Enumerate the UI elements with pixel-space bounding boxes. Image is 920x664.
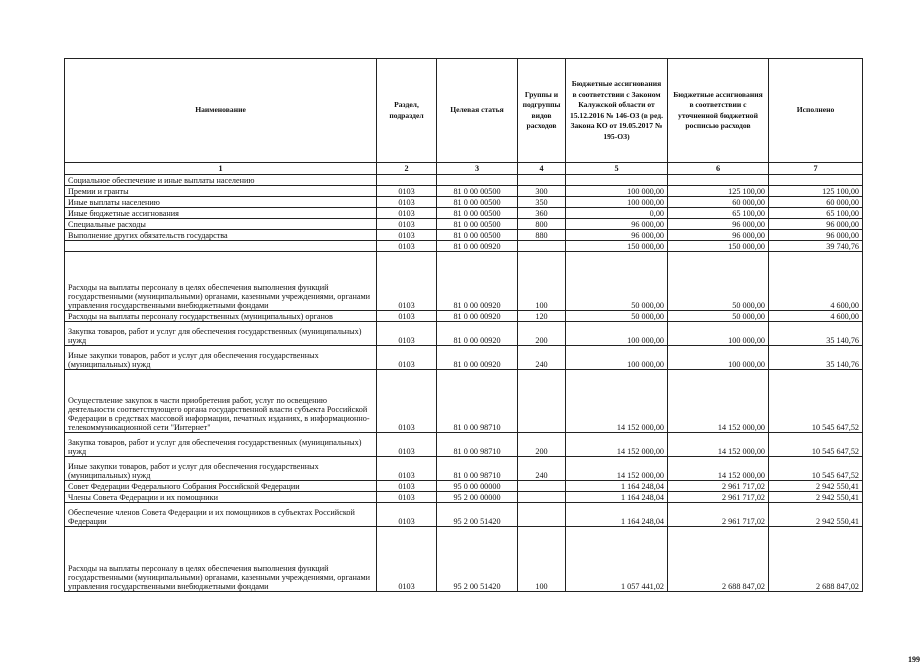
- table-row: [65, 208, 863, 219]
- cell-group: 800: [518, 219, 566, 230]
- cell-name: Совет Федерации Федерального Собрания Российской Федерации: [65, 481, 377, 492]
- cell-group: 200: [518, 322, 566, 346]
- cell-section: 0103: [377, 527, 437, 592]
- cell-budget: 50 000,00: [668, 311, 769, 322]
- cell-done: 35 140,76: [769, 322, 863, 346]
- cell-law: 100 000,00: [566, 186, 668, 197]
- table-row: [65, 370, 863, 433]
- cell-done: 10 545 647,52: [769, 433, 863, 457]
- cell-budget: 2 961 717,02: [668, 503, 769, 527]
- cell-budget: [668, 175, 769, 186]
- cell-name: Иные бюджетные ассигнования: [65, 208, 377, 219]
- cell-group: 100: [518, 527, 566, 592]
- cell-name: Осуществление закупок в части приобретения работ, услуг по освещению деятельности соответствующего органа государственной власти субъекта Российской Федерации в средствах массовой информации, печатных изданиях, в информационно-телекоммуникационной сети "Интернет": [65, 370, 377, 433]
- cell-target: 81 0 00 00500: [437, 230, 518, 241]
- cell-done: 10 545 647,52: [769, 457, 863, 481]
- cell-section: 0103: [377, 346, 437, 370]
- header-done: Исполнено: [769, 59, 863, 163]
- cell-target: 81 0 00 98710: [437, 370, 518, 433]
- cell-done: 96 000,00: [769, 219, 863, 230]
- cell-name: Премии и гранты: [65, 186, 377, 197]
- cell-done: 35 140,76: [769, 346, 863, 370]
- table-row: [65, 433, 863, 457]
- header-row: [65, 59, 863, 163]
- cell-budget: 50 000,00: [668, 252, 769, 311]
- cell-law: 100 000,00: [566, 346, 668, 370]
- col-number: 5: [566, 163, 668, 175]
- table-row: [65, 346, 863, 370]
- cell-group: 240: [518, 457, 566, 481]
- cell-name: Члены Совета Федерации и их помощники: [65, 492, 377, 503]
- cell-law: 100 000,00: [566, 197, 668, 208]
- cell-group: 350: [518, 197, 566, 208]
- cell-group: 100: [518, 252, 566, 311]
- cell-target: 81 0 00 00920: [437, 346, 518, 370]
- col-number: 2: [377, 163, 437, 175]
- cell-section: 0103: [377, 370, 437, 433]
- cell-done: 2 688 847,02: [769, 527, 863, 592]
- cell-target: 81 0 00 00500: [437, 197, 518, 208]
- cell-done: 4 600,00: [769, 311, 863, 322]
- cell-done: 39 740,76: [769, 241, 863, 252]
- cell-group: [518, 492, 566, 503]
- cell-group: 300: [518, 186, 566, 197]
- cell-done: 96 000,00: [769, 230, 863, 241]
- cell-law: 14 152 000,00: [566, 370, 668, 433]
- cell-name: Иные закупки товаров, работ и услуг для обеспечения государственных (муниципальных) нужд: [65, 346, 377, 370]
- cell-budget: 14 152 000,00: [668, 370, 769, 433]
- cell-target: [437, 175, 518, 186]
- cell-group: 120: [518, 311, 566, 322]
- cell-budget: 65 100,00: [668, 208, 769, 219]
- cell-group: 880: [518, 230, 566, 241]
- header-groups: Группы и подгруппы видов расходов: [518, 59, 566, 163]
- cell-section: 0103: [377, 219, 437, 230]
- cell-law: 1 057 441,02: [566, 527, 668, 592]
- cell-section: 0103: [377, 492, 437, 503]
- cell-section: 0103: [377, 241, 437, 252]
- cell-law: [566, 175, 668, 186]
- cell-name: Специальные расходы: [65, 219, 377, 230]
- cell-section: [377, 175, 437, 186]
- cell-target: 81 0 00 00500: [437, 186, 518, 197]
- cell-budget: 125 100,00: [668, 186, 769, 197]
- cell-section: 0103: [377, 230, 437, 241]
- page-number: 199: [908, 655, 920, 664]
- cell-target: 95 0 00 00000: [437, 481, 518, 492]
- cell-group: [518, 370, 566, 433]
- cell-target: 81 0 00 98710: [437, 433, 518, 457]
- cell-name: Обеспечение членов Совета Федерации и их помощников в субъектах Российской Федерации: [65, 503, 377, 527]
- cell-law: 14 152 000,00: [566, 457, 668, 481]
- cell-name: Закупка товаров, работ и услуг для обеспечения государственных (муниципальных) нужд: [65, 322, 377, 346]
- header-budget: Бюджетные ассигнования в соответствии с уточненной бюджетной росписью расходов: [668, 59, 769, 163]
- cell-budget: 96 000,00: [668, 219, 769, 230]
- cell-law: 50 000,00: [566, 252, 668, 311]
- cell-name: Расходы на выплаты персоналу в целях обеспечения выполнения функций государственными (муниципальными) органами, казенными учреждениями, органами управления государственными внебюджетными фондами: [65, 252, 377, 311]
- table-row: [65, 186, 863, 197]
- cell-section: 0103: [377, 208, 437, 219]
- cell-target: 81 0 00 00920: [437, 252, 518, 311]
- table-row: [65, 457, 863, 481]
- cell-section: 0103: [377, 252, 437, 311]
- cell-name: Расходы на выплаты персоналу государственных (муниципальных) органов: [65, 311, 377, 322]
- cell-group: 240: [518, 346, 566, 370]
- table-row: [65, 241, 863, 252]
- cell-budget: 14 152 000,00: [668, 433, 769, 457]
- cell-group: 200: [518, 433, 566, 457]
- cell-name: Расходы на выплаты персоналу в целях обеспечения выполнения функций государственными (муниципальными) органами, казенными учреждениями, органами управления государственными внебюджетными фондами: [65, 527, 377, 592]
- cell-target: 81 0 00 00500: [437, 208, 518, 219]
- cell-law: 96 000,00: [566, 219, 668, 230]
- col-number: 1: [65, 163, 377, 175]
- cell-law: 1 164 248,04: [566, 481, 668, 492]
- cell-done: 4 600,00: [769, 252, 863, 311]
- cell-target: 95 2 00 51420: [437, 503, 518, 527]
- cell-target: 95 2 00 00000: [437, 492, 518, 503]
- budget-report-page: [64, 58, 920, 664]
- cell-target: 95 2 00 51420: [437, 527, 518, 592]
- table-row: [65, 322, 863, 346]
- cell-budget: 2 961 717,02: [668, 481, 769, 492]
- cell-done: 125 100,00: [769, 186, 863, 197]
- cell-name: Социальное обеспечение и иные выплаты населению: [65, 175, 377, 186]
- cell-group: 360: [518, 208, 566, 219]
- cell-name: Закупка товаров, работ и услуг для обеспечения государственных (муниципальных) нужд: [65, 433, 377, 457]
- col-number: 7: [769, 163, 863, 175]
- table-row: [65, 492, 863, 503]
- table-row: [65, 175, 863, 186]
- col-number: 6: [668, 163, 769, 175]
- column-number-row: [65, 163, 863, 175]
- header-target: Целевая статья: [437, 59, 518, 163]
- cell-target: 81 0 00 00920: [437, 241, 518, 252]
- cell-law: 50 000,00: [566, 311, 668, 322]
- cell-section: 0103: [377, 311, 437, 322]
- cell-target: 81 0 00 00500: [437, 219, 518, 230]
- cell-budget: 150 000,00: [668, 241, 769, 252]
- cell-done: [769, 175, 863, 186]
- table-row: [65, 197, 863, 208]
- cell-name: [65, 241, 377, 252]
- table-row: [65, 481, 863, 492]
- cell-group: [518, 241, 566, 252]
- col-number: 4: [518, 163, 566, 175]
- cell-budget: 60 000,00: [668, 197, 769, 208]
- cell-budget: 14 152 000,00: [668, 457, 769, 481]
- cell-section: 0103: [377, 481, 437, 492]
- cell-done: 2 942 550,41: [769, 492, 863, 503]
- cell-law: 0,00: [566, 208, 668, 219]
- cell-name: Иные выплаты населению: [65, 197, 377, 208]
- cell-target: 81 0 00 00920: [437, 311, 518, 322]
- cell-done: 2 942 550,41: [769, 481, 863, 492]
- table-row: [65, 230, 863, 241]
- cell-budget: 96 000,00: [668, 230, 769, 241]
- header-section: Раздел, подраздел: [377, 59, 437, 163]
- cell-group: [518, 175, 566, 186]
- cell-group: [518, 481, 566, 492]
- cell-section: 0103: [377, 433, 437, 457]
- cell-law: 1 164 248,04: [566, 503, 668, 527]
- cell-budget: 2 961 717,02: [668, 492, 769, 503]
- header-name: Наименование: [65, 59, 377, 163]
- cell-name: Иные закупки товаров, работ и услуг для обеспечения государственных (муниципальных) нужд: [65, 457, 377, 481]
- col-number: 3: [437, 163, 518, 175]
- cell-done: 2 942 550,41: [769, 503, 863, 527]
- cell-budget: 100 000,00: [668, 346, 769, 370]
- cell-done: 60 000,00: [769, 197, 863, 208]
- cell-law: 100 000,00: [566, 322, 668, 346]
- budget-table: [64, 58, 863, 592]
- table-row: [65, 311, 863, 322]
- table-row: [65, 252, 863, 311]
- cell-name: Выполнение других обязательств государства: [65, 230, 377, 241]
- cell-section: 0103: [377, 503, 437, 527]
- cell-group: [518, 503, 566, 527]
- cell-target: 81 0 00 98710: [437, 457, 518, 481]
- cell-law: 14 152 000,00: [566, 433, 668, 457]
- cell-done: 10 545 647,52: [769, 370, 863, 433]
- cell-section: 0103: [377, 322, 437, 346]
- table-row: [65, 527, 863, 592]
- cell-done: 65 100,00: [769, 208, 863, 219]
- cell-budget: 100 000,00: [668, 322, 769, 346]
- table-row: [65, 219, 863, 230]
- header-law: Бюджетные ассигнования в соответствии с Законом Калужской области от 15.12.2016 № 146-ОЗ (в ред. Закона КО от 19.05.2017 № 195-ОЗ): [566, 59, 668, 163]
- table-row: [65, 503, 863, 527]
- cell-section: 0103: [377, 186, 437, 197]
- cell-law: 150 000,00: [566, 241, 668, 252]
- cell-law: 1 164 248,04: [566, 492, 668, 503]
- cell-target: 81 0 00 00920: [437, 322, 518, 346]
- cell-budget: 2 688 847,02: [668, 527, 769, 592]
- cell-law: 96 000,00: [566, 230, 668, 241]
- cell-section: 0103: [377, 457, 437, 481]
- cell-section: 0103: [377, 197, 437, 208]
